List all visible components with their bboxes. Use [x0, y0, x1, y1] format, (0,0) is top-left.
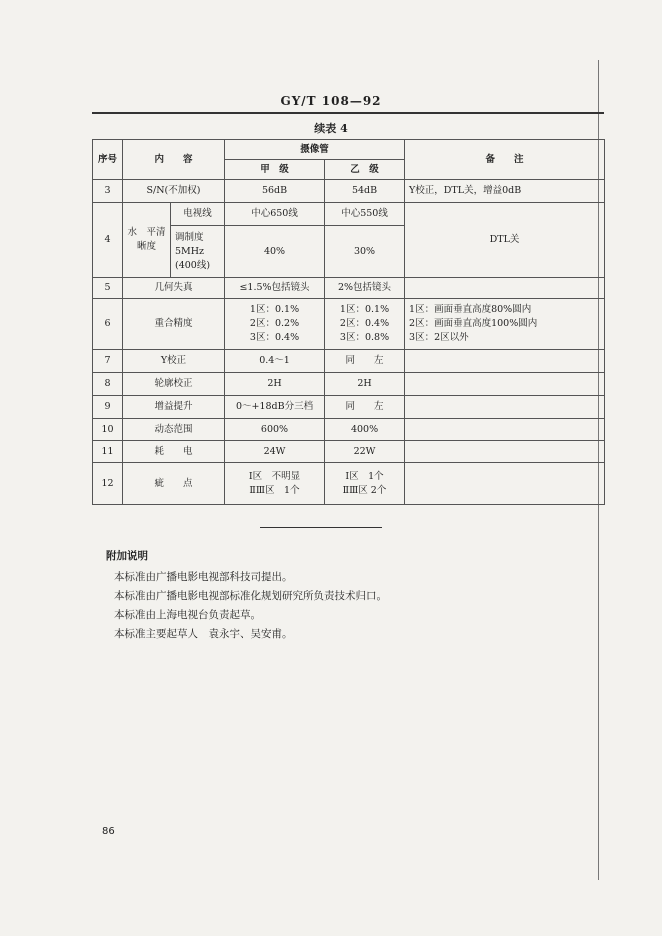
- table-row: [93, 419, 605, 441]
- row-grade-a-stack: [225, 299, 325, 350]
- row-grade-a-stack: [225, 463, 325, 505]
- notes-line: 本标准由广播电影电视部标准化规划研究所负责技术归口。: [114, 590, 387, 602]
- table-title: 续表 4: [314, 122, 348, 135]
- table-row: [93, 441, 605, 463]
- grade-a-line: 1区：0.1%: [249, 304, 300, 315]
- row-subitem: 电视线: [171, 203, 225, 226]
- row-no: 11: [93, 441, 123, 463]
- row-remark: [405, 463, 605, 505]
- header-tube: 摄像管: [225, 140, 405, 160]
- row-item: 重合精度: [123, 299, 225, 350]
- table-row: [93, 350, 605, 373]
- table-row: [93, 463, 605, 505]
- row-grade-b-stack: [325, 299, 405, 350]
- row-remark: DTL关: [405, 203, 605, 278]
- row-grade-a: 中心650线: [225, 203, 325, 226]
- row-remark: [405, 396, 605, 419]
- row-grade-b: 2%包括镜头: [325, 278, 405, 299]
- row-grade-b: 22W: [325, 441, 405, 463]
- row-grade-a: ≤1.5%包括镜头: [225, 278, 325, 299]
- page-number: 86: [102, 826, 115, 837]
- spec-table: [92, 139, 605, 505]
- row-remark: [405, 278, 605, 299]
- remark-line: 2区：画面垂直高度100%圆内: [409, 318, 538, 329]
- header-no: 序号: [93, 140, 123, 180]
- grade-b-line: Ⅰ区 1个: [345, 470, 384, 482]
- row-item: Y校正: [123, 350, 225, 373]
- grade-b-line: ⅡⅢ区 2个: [342, 484, 387, 496]
- row-remark: [405, 441, 605, 463]
- notes-line: 本标准主要起草人 袁永宇、吴安甫。: [114, 628, 293, 640]
- table-row: [93, 278, 605, 299]
- row-subitem-stack: [171, 226, 225, 278]
- row-grade-b: 54dB: [325, 180, 405, 203]
- row-item: 疵 点: [123, 463, 225, 505]
- header-remarks: 备 注: [405, 140, 605, 180]
- row-grade-b: 400%: [325, 419, 405, 441]
- table-row: [93, 373, 605, 396]
- row-no: 10: [93, 419, 123, 441]
- row-no: 9: [93, 396, 123, 419]
- row-grade-b: 同 左: [325, 350, 405, 373]
- row-no: 12: [93, 463, 123, 505]
- table-row: [93, 203, 605, 226]
- row-grade-b-stack: [325, 463, 405, 505]
- row-grade-a: 0.4～1: [225, 350, 325, 373]
- table-row: [93, 299, 605, 350]
- row-grade-b: 2H: [325, 373, 405, 396]
- row-remark: [405, 373, 605, 396]
- row-item: 水 平清晰度: [123, 203, 171, 278]
- row-remark: Y校正，DTL关，增益0dB: [405, 180, 605, 203]
- row-item: 耗 电: [123, 441, 225, 463]
- row-grade-a: 2H: [225, 373, 325, 396]
- grade-b-line: 3区：0.8%: [339, 332, 390, 343]
- table-row: [93, 396, 605, 419]
- notes-line: 本标准由上海电视台负责起草。: [114, 609, 261, 621]
- row-grade-a: 40%: [225, 226, 325, 278]
- row-remark-stack: [405, 299, 605, 350]
- end-of-table-rule: [260, 527, 382, 528]
- row-item: 轮廓校正: [123, 373, 225, 396]
- grade-b-line: 2区：0.4%: [339, 318, 390, 329]
- row-grade-a: 56dB: [225, 180, 325, 203]
- row-item: 动态范围: [123, 419, 225, 441]
- row-remark: [405, 350, 605, 373]
- row-no: 6: [93, 299, 123, 350]
- row-grade-a: 0～+18dB分三档: [225, 396, 325, 419]
- row-no: 3: [93, 180, 123, 203]
- grade-a-line: 2区：0.2%: [249, 318, 300, 329]
- subitem-line: 调制度: [175, 231, 204, 243]
- row-no: 5: [93, 278, 123, 299]
- remark-line: 1区：画面垂直高度80%圆内: [409, 304, 532, 315]
- header-grade-b: 乙 级: [325, 160, 405, 180]
- header-grade-a: 甲 级: [225, 160, 325, 180]
- row-no: 4: [93, 203, 123, 278]
- header-content: 内 容: [123, 140, 225, 180]
- row-grade-a: 600%: [225, 419, 325, 441]
- row-grade-b: 中心550线: [325, 203, 405, 226]
- grade-a-line: Ⅰ区 不明显: [248, 470, 301, 482]
- row-grade-b: 30%: [325, 226, 405, 278]
- header-row: [93, 140, 605, 160]
- notes-heading: 附加说明: [106, 550, 148, 562]
- row-remark: [405, 419, 605, 441]
- row-item: 几何失真: [123, 278, 225, 299]
- row-item: 增益提升: [123, 396, 225, 419]
- subitem-line: (400线): [175, 259, 211, 271]
- header-rule: [92, 112, 604, 114]
- row-grade-b: 同 左: [325, 396, 405, 419]
- table-row: [93, 180, 605, 203]
- subitem-line: 5MHz: [175, 245, 205, 257]
- grade-a-line: ⅡⅢ区 1个: [249, 484, 300, 496]
- row-no: 7: [93, 350, 123, 373]
- grade-a-line: 3区：0.4%: [249, 332, 300, 343]
- row-grade-a: 24W: [225, 441, 325, 463]
- additional-notes: [106, 547, 387, 644]
- notes-line: 本标准由广播电影电视部科技司提出。: [114, 571, 293, 583]
- grade-b-line: 1区：0.1%: [339, 304, 390, 315]
- row-no: 8: [93, 373, 123, 396]
- remark-line: 3区：2区以外: [409, 332, 469, 343]
- standard-code: GY/T 108—92: [280, 94, 382, 108]
- row-item: S/N(不加权): [123, 180, 225, 203]
